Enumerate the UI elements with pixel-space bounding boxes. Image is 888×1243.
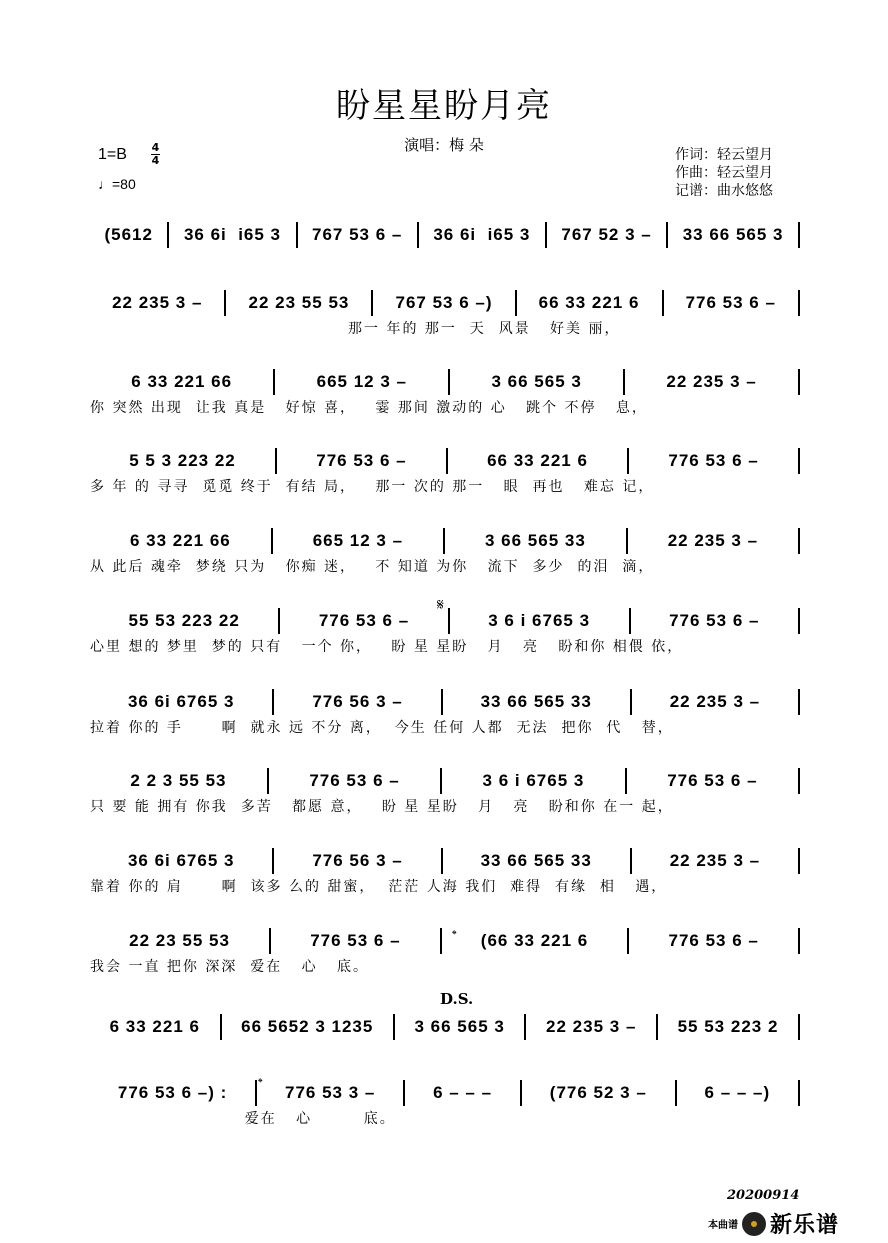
measure: 22 235 3 – (546, 1017, 637, 1036)
lyric-line: 我会 一直 把你 深深 爱在 心 底。 (90, 959, 369, 975)
measure: 767 53 6 – (311, 225, 403, 244)
measure: 66 33 221 6 (487, 451, 588, 470)
measure: (66 33 221 6 (480, 931, 589, 950)
notes-line (90, 220, 800, 250)
score-row (90, 288, 800, 337)
barline (798, 768, 800, 794)
notes-line (90, 1078, 800, 1108)
lyricist-credit: 作词：轻云望月 (675, 147, 773, 163)
brand-small-text: 本曲谱 (708, 1220, 738, 1231)
lyric-line: 从 此后 魂牵 梦绕 只为 你痴 迷， 不 知道 为你 流下 多少 的泪 滴， (90, 559, 655, 575)
measure: 776 53 6 – (309, 771, 400, 790)
measure: 776 53 6 – (310, 931, 401, 950)
notes-line (90, 846, 800, 876)
segno-mark: 𝄋 (437, 595, 444, 614)
measure: 22 235 3 – (112, 293, 203, 312)
measure: 55 53 223 22 (128, 611, 240, 630)
time-signature-top: 4 (151, 141, 160, 154)
measure: 36 6i 6765 3 (127, 851, 235, 870)
measure: 3 6 i 6765 3 (482, 771, 585, 790)
notes-line (90, 446, 800, 476)
barline (798, 448, 800, 474)
measure: 66 33 221 6 (538, 293, 640, 312)
lyric-line: 多 年 的 寻寻 觅觅 终于 有结 局， 那一 次的 那一 眼 再也 难忘 记， (90, 479, 655, 495)
credits-block (675, 146, 773, 200)
date-stamp: 20200914 (727, 1188, 800, 1203)
key-signature: 1=B (98, 146, 127, 163)
measure: 33 66 565 33 (480, 692, 592, 711)
notes-line (90, 526, 800, 556)
measure: 776 53 6 – (685, 293, 776, 312)
lyric-line: 心里 想的 梦里 梦的 只有 一个 你， 盼 星 星盼 月 亮 盼和你 相偎 依， (90, 639, 684, 655)
measure: 22 23 55 53 (129, 931, 230, 950)
lyric-line: 拉着 你的 手 啊 就永 远 不分 离， 今生 任何 人都 无法 把你 代 替， (90, 720, 674, 736)
measure: 767 52 3 – (561, 225, 652, 244)
score-row (90, 1078, 800, 1127)
barline (798, 848, 800, 874)
measure: 767 53 6 –) (395, 293, 493, 312)
measure: 22 235 3 – (669, 851, 761, 870)
score-row (90, 766, 800, 815)
measure: 33 66 565 33 (480, 851, 592, 870)
score-row (90, 446, 800, 495)
ds-mark: D.S. (440, 990, 474, 1008)
score-row (90, 220, 800, 250)
song-title: 盼星星盼月亮 (336, 86, 552, 126)
measure: 22 235 3 – (669, 692, 761, 711)
score-row (90, 606, 800, 655)
measure: 3 66 565 3 (414, 1017, 505, 1036)
notes-line (90, 367, 800, 397)
disc-icon (742, 1212, 766, 1236)
score-row (90, 367, 800, 416)
transcriber-credit: 记谱：曲水悠悠 (675, 183, 773, 199)
lyric-line: 只 要 能 拥有 你我 多苦 都愿 意， 盼 星 星盼 月 亮 盼和你 在一 起， (90, 799, 674, 815)
brand-logo (708, 1208, 839, 1239)
barline (798, 290, 800, 316)
measure: 776 53 6 – (667, 771, 758, 790)
score-row (90, 926, 800, 975)
measure: 776 53 6 – (668, 451, 759, 470)
barline (798, 608, 800, 634)
lyric-line: 靠着 你的 肩 啊 该多 么的 甜蜜， 茫茫 人海 我们 难得 有缘 相 遇， (90, 879, 668, 895)
score-row (90, 846, 800, 895)
score-row (90, 1012, 800, 1042)
measure: (5612 (104, 225, 153, 244)
lyric-line: 爱在 心 底。 (90, 1111, 396, 1127)
notes-line (90, 766, 800, 796)
notes-line (90, 1012, 800, 1042)
time-signature (151, 142, 160, 167)
score-row (90, 526, 800, 575)
barline (798, 928, 800, 954)
time-signature-bottom: 4 (151, 154, 160, 167)
brand-name: 新乐谱 (770, 1213, 840, 1238)
measure: 776 53 6 – (316, 451, 407, 470)
measure: 776 53 6 –) : (117, 1083, 228, 1102)
notes-line (90, 288, 800, 318)
measure: 776 53 6 – (669, 611, 760, 630)
measure: 776 56 3 – (312, 851, 403, 870)
measure: 776 56 3 – (312, 692, 403, 711)
measure: 55 53 223 2 (677, 1017, 779, 1036)
measure: 22 235 3 – (666, 372, 757, 391)
measure: 3 66 565 33 (484, 531, 586, 550)
measure: 665 12 3 – (312, 531, 404, 550)
notes-line (90, 606, 800, 636)
measure: 36 6i 6765 3 (127, 692, 235, 711)
barline (798, 369, 800, 395)
measure: 2 2 3 55 53 (130, 771, 227, 790)
singer-credit: 演唱：梅 朵 (404, 136, 484, 154)
lyric-line: 你 突然 出现 让我 真是 好惊 喜， 霎 那间 激动的 心 跳个 不停 息， (90, 400, 648, 416)
measure: 33 66 565 3 (682, 225, 784, 244)
measure: 66 5652 3 1235 (241, 1017, 374, 1036)
lyric-line: 那一 年的 那一 天 风景 好美 丽， (90, 321, 621, 337)
measure: 6 – – –) (704, 1083, 771, 1102)
barline (798, 222, 800, 248)
measure: 776 53 3 – (284, 1083, 376, 1102)
score-row (90, 687, 800, 736)
barline (798, 1080, 800, 1106)
measure: 3 66 565 3 (491, 372, 582, 391)
measure: 6 33 221 66 (131, 372, 233, 391)
tempo-marking: ♩=80 (98, 176, 136, 192)
measure: 5 5 3 223 22 (129, 451, 236, 470)
composer-credit: 作曲：轻云望月 (675, 165, 773, 181)
measure: 6 33 221 66 (129, 531, 231, 550)
notes-line (90, 687, 800, 717)
measure: 776 53 6 – (318, 611, 410, 630)
notes-line (90, 926, 800, 956)
measure: 665 12 3 – (316, 372, 407, 391)
coda-mark: 𝄌 (452, 928, 457, 943)
barline (798, 1014, 800, 1040)
measure: 36 6i i65 3 (433, 225, 531, 244)
measure: (776 52 3 – (549, 1083, 647, 1102)
measure: 3 6 i 6765 3 (488, 611, 591, 630)
coda-mark-2: 𝄌 (258, 1076, 263, 1091)
barline (798, 689, 800, 715)
measure: 776 53 6 – (668, 931, 759, 950)
measure: 22 23 55 53 (248, 293, 350, 312)
measure: 22 235 3 – (667, 531, 759, 550)
measure: 6 – – – (433, 1083, 493, 1102)
barline (798, 528, 800, 554)
measure: 6 33 221 6 (109, 1017, 200, 1036)
measure: 36 6i i65 3 (183, 225, 282, 244)
